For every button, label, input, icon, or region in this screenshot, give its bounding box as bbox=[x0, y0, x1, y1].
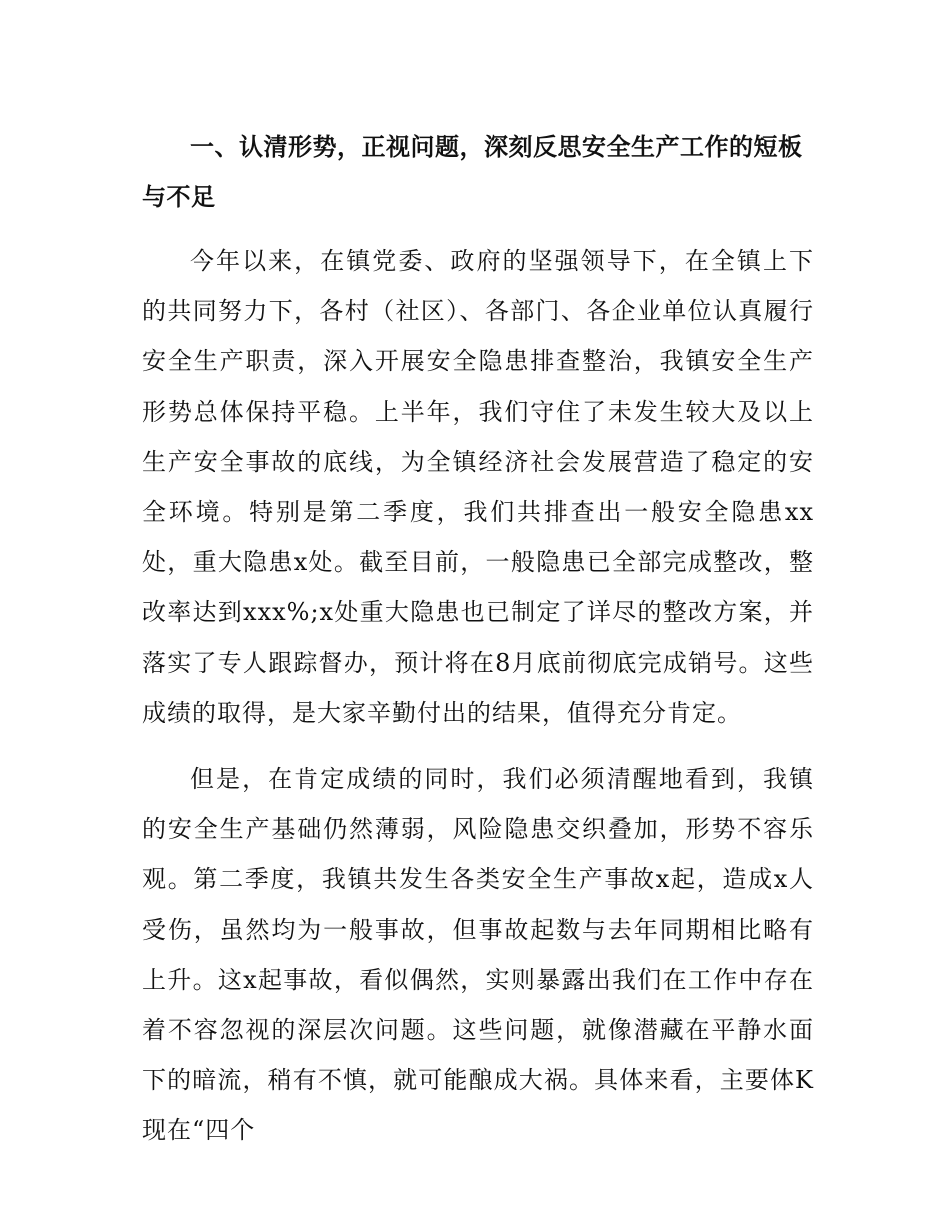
paragraph-problems: 但是，在肯定成绩的同时，我们必须清醒地看到，我镇的安全生产基础仍然薄弱，风险隐患交织叠加，形势不容乐观。第二季度，我镇共发生各类安全生产事故x起，造成x人受伤，虽然均为一般事故，但事故起数与去年同期相比略有上升。这x起事故，看似偶然，实则暴露出我们在工作中存在着不容忽视的深层次问题。这些问题，就像潜藏在平静水面下的暗流，稍有不慎，就可能酿成大祸。具体来看，主要体K现在“四个 bbox=[142, 765, 814, 1145]
paragraph-achievements: 今年以来，在镇党委、政府的坚强领导下，在全镇上下的共同努力下，各村（社区）、各部门、各企业单位认真履行安全生产职责，深入开展安全隐患排查整治，我镇安全生产形势总体保持平稳。上半年，我们守住了未发生较大及以上生产安全事故的底线，为全镇经济社会发展营造了稳定的安全环境。特别是第二季度，我们共排查出一般安全隐患xx处，重大隐患x处。截至目前，一般隐患已全部完成整改，整改率达到xxx%;x处重大隐患也已制定了详尽的整改方案，并落实了专人跟踪督办，预计将在8月底前彻底完成销号。这些成绩的取得，是大家辛勤付出的结果，值得充分肯定。 bbox=[142, 247, 814, 727]
section-heading: 一、认清形势，正视问题，深刻反思安全生产工作的短板与不足 bbox=[142, 133, 803, 211]
document-body bbox=[142, 122, 814, 1156]
